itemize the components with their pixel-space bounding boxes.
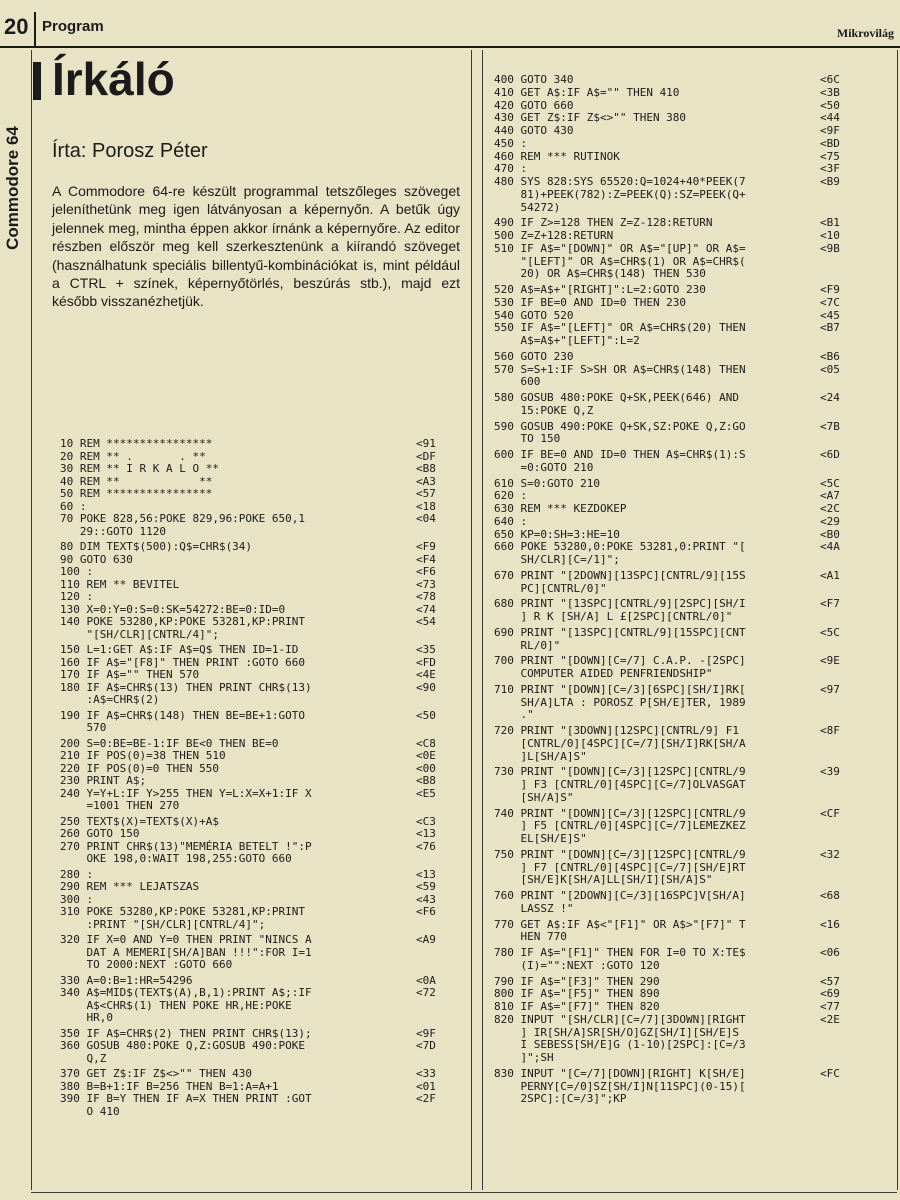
code-line: 590 GOSUB 490:POKE Q+SK,SZ:POKE Q,Z:GO (494, 419, 746, 433)
code-line: COMPUTER AIDED PENFRIENDSHIP" (494, 667, 713, 680)
checksum: <45 (820, 308, 840, 322)
checksum: <77 (820, 1000, 840, 1013)
checksum: <57 (416, 487, 436, 500)
checksum: <74 (416, 602, 436, 616)
code-line: 830 INPUT "[C=/7][DOWN][RIGHT] K[SH/E] (494, 1066, 746, 1080)
checksum: <13 (416, 867, 436, 881)
checksum: <7B (820, 419, 840, 433)
code-line: RL/0]" (494, 638, 561, 652)
code-line: 560 GOTO 230 (494, 349, 574, 363)
code-line: 740 PRINT "[DOWN][C=/3][12SPC][CNTRL/9 (494, 806, 746, 820)
code-line: 130 X=0:Y=0:S=0:SK=54272:BE=0:ID=0 (60, 602, 286, 616)
code-line: ] F3 [CNTRL/0][4SPC][C=/7]OLVASGAT (494, 778, 746, 791)
checksum: <A7 (820, 489, 840, 503)
code-line: 150 L=1:GET A$:IF A$=Q$ THEN ID=1-ID (60, 643, 299, 656)
sidebar (0, 48, 30, 1200)
code-line: 180 IF A$=CHR$(13) THEN PRINT CHR$(13) (60, 680, 312, 694)
checksum: <8F (820, 724, 840, 737)
code-line: 820 INPUT "[SH/CLR][C=/7][3DOWN][RIGHT (494, 1012, 746, 1026)
code-line: 430 GET Z$:IF Z$<>"" THEN 380 (494, 111, 687, 125)
checksum: <7C (820, 295, 840, 309)
code-line: ] R K [SH/A] L £[2SPC][CNTRL/0]" (494, 610, 733, 623)
checksum: <9F (416, 1026, 436, 1040)
code-line: 520 A$=A$+"[RIGHT]":L=2:GOTO 230 (494, 283, 706, 296)
checksum: <57 (820, 974, 840, 988)
checksum: <50 (820, 98, 840, 112)
code-line: 610 S=0:GOTO 210 (494, 476, 600, 490)
checksum: <C3 (416, 814, 436, 828)
checksum: <75 (820, 149, 840, 163)
code-line: 530 IF BE=0 AND ID=0 THEN 230 (494, 295, 687, 309)
checksum: <06 (820, 946, 840, 959)
column-rule (471, 50, 472, 1190)
code-line: :A$=CHR$(2) (60, 693, 160, 706)
checksum: <43 (416, 892, 436, 906)
code-line: 660 POKE 53280,0:POKE 53281,0:PRINT "[ (494, 540, 746, 554)
code-line: 81)+PEEK(782):Z=PEEK(Q):SZ=PEEK(Q+ (494, 187, 746, 201)
checksum: <3F (820, 162, 840, 176)
checksum: <35 (416, 643, 436, 656)
code-line: 70 POKE 828,56:POKE 829,96:POKE 650,1 (60, 512, 306, 525)
checksum: <F7 (820, 597, 840, 611)
checksum: <F6 (416, 565, 436, 578)
checksum: <72 (416, 986, 436, 999)
code-line: 470 : (494, 162, 528, 176)
code-line: 700 PRINT "[DOWN][C=/7] C.A.P. -[2SPC] (494, 654, 746, 668)
section-label: Program (42, 18, 104, 35)
checksum: <76 (416, 839, 436, 853)
checksum: <FC (820, 1066, 840, 1080)
page-header (0, 12, 900, 48)
checksum: <24 (820, 391, 840, 404)
code-line: 20 REM ** . . ** (60, 449, 206, 463)
code-line: 790 IF A$="[F3]" THEN 290 (494, 974, 660, 988)
code-line: PC][CNTRL/0]" (494, 581, 607, 595)
code-line: 320 IF X=0 AND Y=0 THEN PRINT "NINCS A (60, 933, 312, 946)
article-author: Írta: Porosz Péter (52, 140, 208, 162)
checksum: <CF (820, 806, 840, 820)
checksum: <73 (416, 577, 436, 591)
column-rule (897, 50, 898, 1190)
code-line: 10 REM **************** (60, 437, 213, 450)
column-rule (31, 50, 32, 1190)
checksum: <F4 (416, 552, 436, 566)
checksum: <B9 (820, 175, 840, 188)
code-line: 29::GOTO 1120 (60, 524, 166, 538)
code-line: 120 : (60, 590, 94, 603)
code-line: "[SH/CLR][CNTRL/4]"; (60, 627, 219, 641)
code-line: TO 2000:NEXT :GOTO 660 (60, 958, 233, 971)
page-number: 20 (4, 14, 29, 39)
code-line: 570 S=S+1:IF S>SH OR A$=CHR$(148) THEN (494, 362, 746, 376)
checksum: <9E (820, 654, 840, 668)
code-line: [SH/A]S" (494, 790, 574, 804)
checksum: <B6 (820, 349, 840, 363)
code-line: 450 : (494, 136, 528, 150)
code-line: ] F7 [CNTRL/0][4SPC][C=/7][SH/E]RT (494, 860, 746, 874)
checksum: <2C (820, 502, 840, 515)
code-line: SH/CLR][C=/1]"; (494, 553, 620, 566)
checksum: <01 (416, 1079, 436, 1093)
code-line: 670 PRINT "[2DOWN][13SPC][CNTRL/9][15S (494, 568, 746, 582)
code-line: 310 POKE 53280,KP:POKE 53281,KP:PRINT (60, 905, 306, 918)
checksum: <6C (820, 73, 840, 86)
code-line: LASSZ !" (494, 901, 574, 915)
code-line: 780 IF A$="[F1]" THEN FOR I=0 TO X:TE$ (494, 946, 746, 959)
code-line: (I)="":NEXT :GOTO 120 (494, 958, 660, 972)
checksum: <C8 (416, 736, 436, 750)
code-line: SH/A]LTA : POROSZ P[SH/E]TER, 1989 (494, 695, 746, 709)
checksum: <13 (416, 827, 436, 840)
checksum: <0E (416, 749, 436, 762)
code-line: ." (494, 708, 534, 722)
checksum: <F9 (820, 283, 840, 296)
code-line: ]";SH (494, 1051, 554, 1064)
code-line: 360 GOSUB 480:POKE Q,Z:GOSUB 490:POKE (60, 1039, 306, 1052)
code-line: 420 GOTO 660 (494, 98, 574, 112)
checksum: <32 (820, 847, 840, 861)
code-line: 390 IF B=Y THEN IF A=X THEN PRINT :GOT (60, 1092, 312, 1105)
code-line: 720 PRINT "[3DOWN][12SPC][CNTRL/9] F1 (494, 724, 740, 737)
code-line: EL[SH/E]S" (494, 832, 587, 845)
checksum: <BD (820, 136, 840, 150)
code-line: "[LEFT]" OR A$=CHR$(1) OR A$=CHR$( (494, 254, 746, 268)
code-line: 200 S=0:BE=BE-1:IF BE<0 THEN BE=0 (60, 736, 279, 750)
checksum: <9B (820, 241, 840, 255)
checksum: <5C (820, 625, 840, 639)
checksum: <E5 (416, 786, 436, 800)
code-line: 190 IF A$=CHR$(148) THEN BE=BE+1:GOTO (60, 708, 306, 722)
code-line: =1001 THEN 270 (60, 799, 180, 812)
checksum: <6D (820, 448, 840, 461)
checksum: <05 (820, 362, 840, 376)
code-line: 210 IF POS(0)=38 THEN 510 (60, 749, 226, 762)
checksum: <54 (416, 615, 436, 628)
checksum: <A1 (820, 568, 840, 582)
code-line: 550 IF A$="[LEFT]" OR A$=CHR$(20) THEN (494, 321, 746, 335)
article-intro: A Commodore 64-re készült programmal tetszőleges szöveget jeleníthetünk meg igen látványosan a képernyőn. A betűk úgy jelennek meg, mintha éppen akkor írnánk a képernyőre. Az editor részben először meg kell szerkesztenünk a kiírandó szöveget (használhatunk speciális billentyű-kombinációkat is, mint például a CTRL + színek, képernyőtörlés, beszúrás stb.), majd ezt később visszanézhetjük. (52, 183, 460, 310)
code-line: 270 PRINT CHR$(13)"MEMÉRIA BETELT !":P (60, 839, 312, 853)
code-line: OKE 198,0:WAIT 198,255:GOTO 660 (60, 852, 292, 865)
checksum: <B8 (416, 774, 436, 787)
code-line: 680 PRINT "[13SPC][CNTRL/9][2SPC][SH/I (494, 597, 746, 611)
code-line: 240 Y=Y+L:IF Y>255 THEN Y=L:X=X+1:IF X (60, 786, 312, 800)
code-line: 580 GOSUB 480:POKE Q+SK,PEEK(646) AND (494, 391, 740, 404)
code-line: 110 REM ** BEVITEL (60, 577, 180, 591)
code-line: 160 IF A$="[F8]" THEN PRINT :GOTO 660 (60, 655, 306, 669)
sidebar-label: Commodore 64 (3, 126, 22, 250)
code-line: 30 REM ** I R K A L O ** (60, 462, 219, 475)
bottom-rule (31, 1192, 897, 1193)
code-line: 460 REM *** RUTINOK (494, 149, 620, 163)
code-line: 220 IF POS(0)=0 THEN 550 (60, 761, 219, 775)
checksum: <33 (416, 1067, 436, 1080)
code-line: 280 : (60, 867, 94, 881)
code-line: 250 TEXT$(X)=TEXT$(X)+A$ (60, 814, 219, 828)
code-line: 570 (60, 721, 107, 734)
checksum: <F6 (416, 905, 436, 918)
code-line: 770 GET A$:IF A$<"[F1]" OR A$>"[F7]" T (494, 917, 746, 931)
code-line: HR,0 (60, 1011, 113, 1024)
checksum: <04 (416, 512, 436, 525)
checksum: <00 (416, 761, 436, 775)
checksum: <50 (416, 708, 436, 722)
code-line: 650 KP=0:SH=3:HE=10 (494, 527, 620, 541)
checksum: <4E (416, 668, 436, 681)
code-line: 410 GET A$:IF A$="" THEN 410 (494, 85, 680, 99)
code-line: A$<CHR$(1) THEN POKE HR,HE:POKE (60, 998, 292, 1012)
checksum: <F9 (416, 540, 436, 553)
code-line: [CNTRL/0][4SPC][C=/7][SH/I]RK[SH/A (494, 736, 746, 750)
column-rule (482, 50, 483, 1190)
code-line: 750 PRINT "[DOWN][C=/3][12SPC][CNTRL/9 (494, 847, 746, 861)
code-line: 440 GOTO 430 (494, 124, 574, 137)
checksum: <2E (820, 1012, 840, 1026)
code-line: =0:GOTO 210 (494, 460, 594, 474)
code-line: 170 IF A$="" THEN 570 (60, 668, 200, 681)
magazine-name: Mikrovilág (836, 26, 894, 40)
code-line: 500 Z=Z+128:RETURN (494, 229, 614, 242)
code-line: 100 : (60, 565, 94, 578)
code-line: 600 IF BE=0 AND ID=0 THEN A$=CHR$(1):S (494, 448, 746, 461)
checksum: <59 (416, 880, 436, 893)
code-line: 510 IF A$="[DOWN]" OR A$="[UP]" OR A$= (494, 241, 746, 255)
code-line: 80 DIM TEXT$(500):Q$=CHR$(34) (60, 540, 253, 553)
code-line: 15:POKE Q,Z (494, 403, 594, 417)
checksum: <97 (820, 682, 840, 696)
code-line: 2SPC]:[C=/3]";KP (494, 1092, 627, 1106)
code-line: 620 : (494, 489, 528, 503)
code-line: 810 IF A$="[F7]" THEN 820 (494, 1000, 660, 1013)
code-line: 40 REM ** ** (60, 474, 213, 488)
code-line: 630 REM *** KEZDOKEP (494, 502, 627, 515)
code-line: 540 GOTO 520 (494, 308, 574, 322)
article-title: Írkáló (52, 53, 175, 105)
code-line: TO 150 (494, 432, 561, 446)
code-line: [SH/E]K[SH/A]LL[SH/I][SH/A]S" (494, 873, 713, 887)
code-line: 480 SYS 828:SYS 65520:Q=1024+40*PEEK(7 (494, 175, 746, 188)
code-line: 290 REM *** LEJATSZAS (60, 880, 200, 893)
checksum: <2F (416, 1092, 436, 1105)
checksum: <18 (416, 499, 436, 513)
checksum: <78 (416, 590, 436, 603)
code-line: :PRINT "[SH/CLR][CNTRL/4]"; (60, 917, 266, 931)
code-line: 330 A=0:B=1:HR=54296 (60, 973, 193, 987)
checksum: <B1 (820, 216, 840, 230)
code-line: 54272) (494, 200, 561, 214)
header-divider (34, 12, 36, 46)
code-line: 90 GOTO 630 (60, 552, 133, 566)
checksum: <4A (820, 540, 840, 554)
title-bar (33, 62, 41, 100)
code-line: PERNY[C=/0]SZ[SH/I]N[11SPC](0-15)[ (494, 1079, 746, 1093)
checksum: <DF (416, 449, 436, 463)
code-line: 690 PRINT "[13SPC][CNTRL/9][15SPC][CNT (494, 625, 746, 639)
checksum: <91 (416, 437, 436, 450)
checksum: <39 (820, 765, 840, 779)
checksum: <3B (820, 85, 840, 99)
code-line: I SEBESS[SH/E]G (1-10)[2SPC]:[C=/3 (494, 1038, 746, 1052)
checksum: <16 (820, 917, 840, 931)
checksum: <A9 (416, 933, 436, 946)
code-line: 760 PRINT "[2DOWN][C=/3][16SPC]V[SH/A] (494, 889, 746, 902)
checksum: <B0 (820, 527, 840, 541)
checksum: <7D (416, 1039, 436, 1052)
checksum: <44 (820, 111, 840, 125)
code-line: 300 : (60, 892, 94, 906)
code-line: DAT A MEMERI[SH/A]BAN !!!":FOR I=1 (60, 945, 312, 959)
checksum: <68 (820, 889, 840, 902)
code-line: 350 IF A$=CHR$(2) THEN PRINT CHR$(13); (60, 1026, 312, 1040)
checksum: <10 (820, 229, 840, 242)
code-line: 230 PRINT A$; (60, 774, 147, 787)
code-line: 600 (494, 375, 541, 389)
checksum: <29 (820, 514, 840, 528)
code-line: O 410 (60, 1104, 120, 1118)
code-line: ]L[SH/A]S" (494, 749, 587, 763)
checksum: <B7 (820, 321, 840, 335)
checksum: <A3 (416, 474, 436, 488)
code-line: ] F5 [CNTRL/0][4SPC][C=/7]LEMEZKEZ (494, 819, 746, 833)
checksum: <FD (416, 655, 436, 669)
checksum: <9F (820, 124, 840, 137)
code-line: 640 : (494, 514, 528, 528)
checksum: <69 (820, 987, 840, 1001)
checksum: <90 (416, 680, 436, 694)
code-line: 20) OR A$=CHR$(148) THEN 530 (494, 267, 706, 281)
code-line: A$=A$+"[LEFT]":L=2 (494, 334, 640, 347)
code-line: 490 IF Z>=128 THEN Z=Z-128:RETURN (494, 216, 713, 230)
code-line: 380 B=B+1:IF B=256 THEN B=1:A=A+1 (60, 1079, 279, 1093)
checksum: <0A (416, 973, 436, 987)
code-line: 800 IF A$="[F5]" THEN 890 (494, 987, 660, 1001)
code-line: 260 GOTO 150 (60, 827, 140, 840)
checksum: <B8 (416, 462, 436, 475)
code-line: 400 GOTO 340 (494, 73, 574, 86)
code-line: 140 POKE 53280,KP:POKE 53281,KP:PRINT (60, 615, 306, 628)
code-line: Q,Z (60, 1051, 107, 1065)
checksum: <5C (820, 476, 840, 490)
code-line: HEN 770 (494, 930, 567, 944)
code-line: 50 REM **************** (60, 487, 213, 500)
code-line: 370 GET Z$:IF Z$<>"" THEN 430 (60, 1067, 253, 1080)
code-line: 340 A$=MID$(TEXT$(A),B,1):PRINT A$;:IF (60, 986, 312, 999)
code-line: 730 PRINT "[DOWN][C=/3][12SPC][CNTRL/9 (494, 765, 746, 779)
code-line: ] IR[SH/A]SR[SH/O]GZ[SH/I][SH/E]S (494, 1025, 740, 1039)
code-line: 710 PRINT "[DOWN][C=/3][6SPC][SH/I]RK[ (494, 682, 746, 696)
code-line: 60 : (60, 499, 87, 513)
